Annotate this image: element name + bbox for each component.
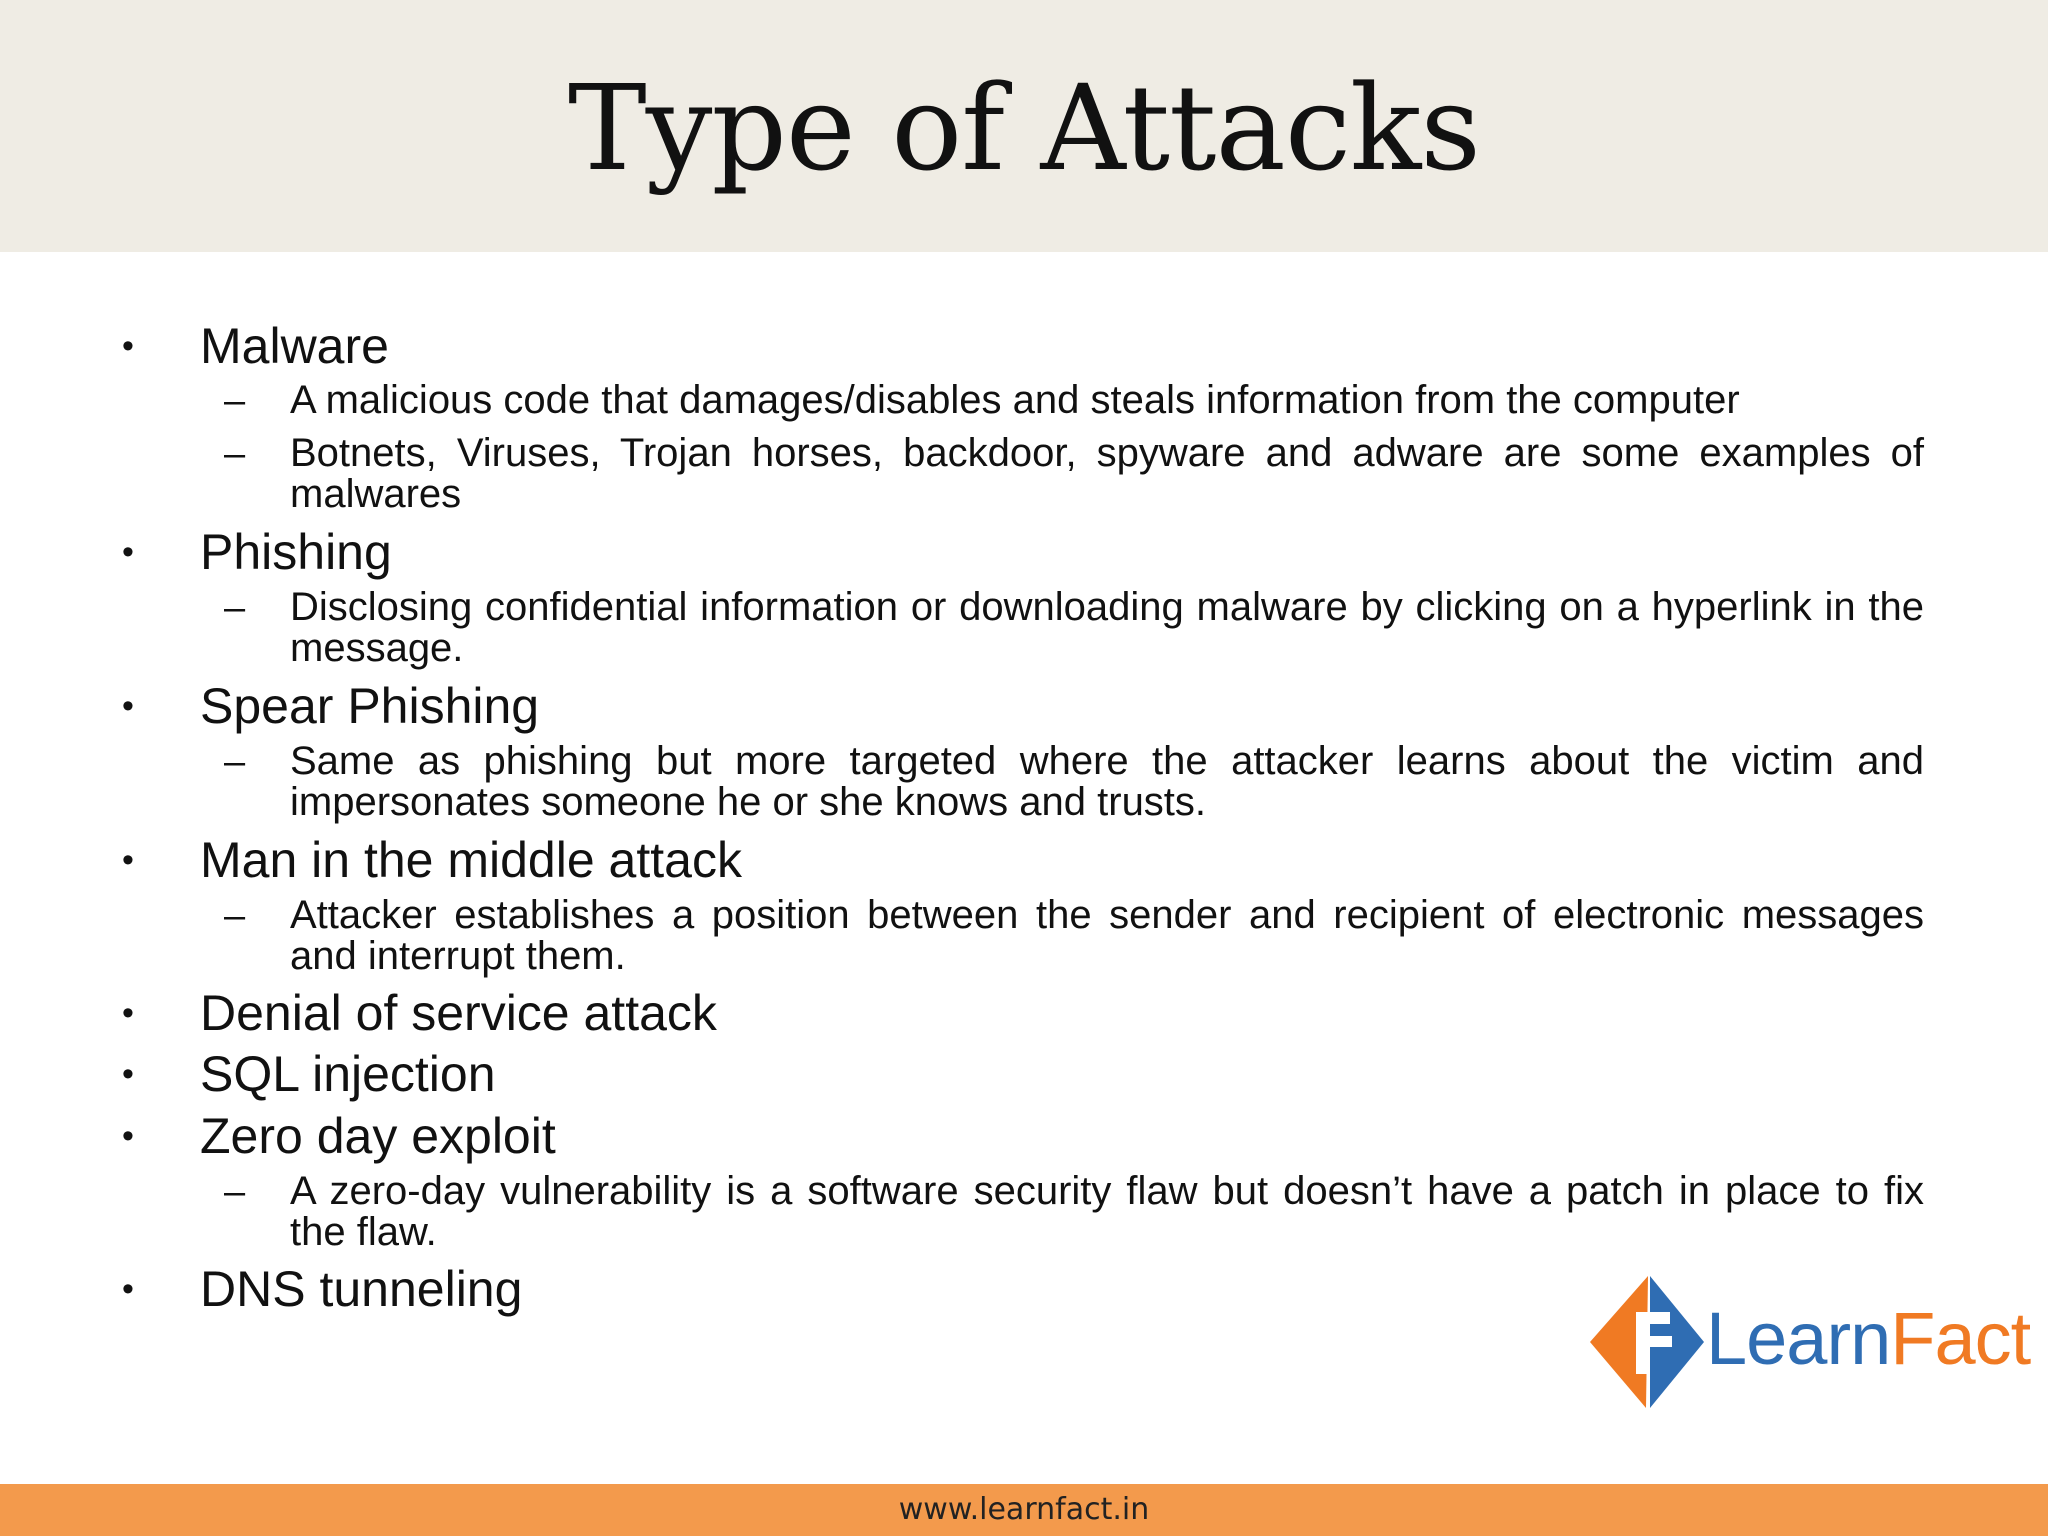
bullet-icon: •: [122, 327, 134, 365]
bullet-icon: •: [122, 841, 134, 879]
subitem-malware-1: A malicious code that damages/disables and steals information from the computer: [290, 378, 1740, 422]
bullet-icon: •: [122, 1270, 134, 1308]
dash-icon: –: [224, 587, 246, 629]
bullet-icon: •: [122, 533, 134, 571]
slide-title: Type of Attacks: [568, 59, 1480, 197]
subitem-malware-2: Botnets, Viruses, Trojan horses, backdoor, spyware and adware are some examples of malwares: [290, 431, 1924, 516]
logo-word-fact: Fact: [1890, 1297, 2031, 1380]
list-item-dns-tunneling: DNS tunneling: [200, 1261, 523, 1317]
dash-icon: –: [224, 1171, 246, 1213]
list-item-phishing: Phishing: [200, 524, 392, 580]
logo-word-learn: Learn: [1706, 1297, 1891, 1380]
dash-icon: –: [224, 380, 246, 422]
dash-icon: –: [224, 741, 246, 783]
bullet-icon: •: [122, 687, 134, 725]
subitem-spear-phishing-1: Same as phishing but more targeted where the attacker learns about the victim and impersonates someone he or she knows and trusts.: [290, 739, 1924, 824]
list-item-zero-day-exploit: Zero day exploit: [200, 1108, 556, 1164]
subitem-zero-day-1: A zero-day vulnerability is a software security flaw but doesn’t have a patch in place to fix the flaw.: [290, 1169, 1924, 1254]
list-item-malware: Malware: [200, 318, 389, 374]
list-item-spear-phishing: Spear Phishing: [200, 678, 540, 734]
subitem-phishing-1: Disclosing confidential information or downloading malware by clicking on a hyperlink in the message.: [290, 585, 1924, 670]
learnfact-diamond-logo-icon: [1588, 1272, 1708, 1412]
dash-icon: –: [224, 433, 246, 475]
list-item-man-in-the-middle: Man in the middle attack: [200, 832, 742, 888]
list-item-sql-injection: SQL injection: [200, 1046, 496, 1102]
bullet-icon: •: [122, 994, 134, 1032]
list-item-denial-of-service: Denial of service attack: [200, 985, 717, 1041]
subitem-mitm-1: Attacker establishes a position between the sender and recipient of electronic messages and interrupt them.: [290, 893, 1924, 978]
footer-url: www.learnfact.in: [898, 1492, 1150, 1527]
logo-wordmark: [1706, 1294, 2030, 1384]
dash-icon: –: [224, 895, 246, 937]
bullet-icon: •: [122, 1117, 134, 1155]
bullet-icon: •: [122, 1055, 134, 1093]
learnfact-logo: [1588, 1272, 2031, 1412]
